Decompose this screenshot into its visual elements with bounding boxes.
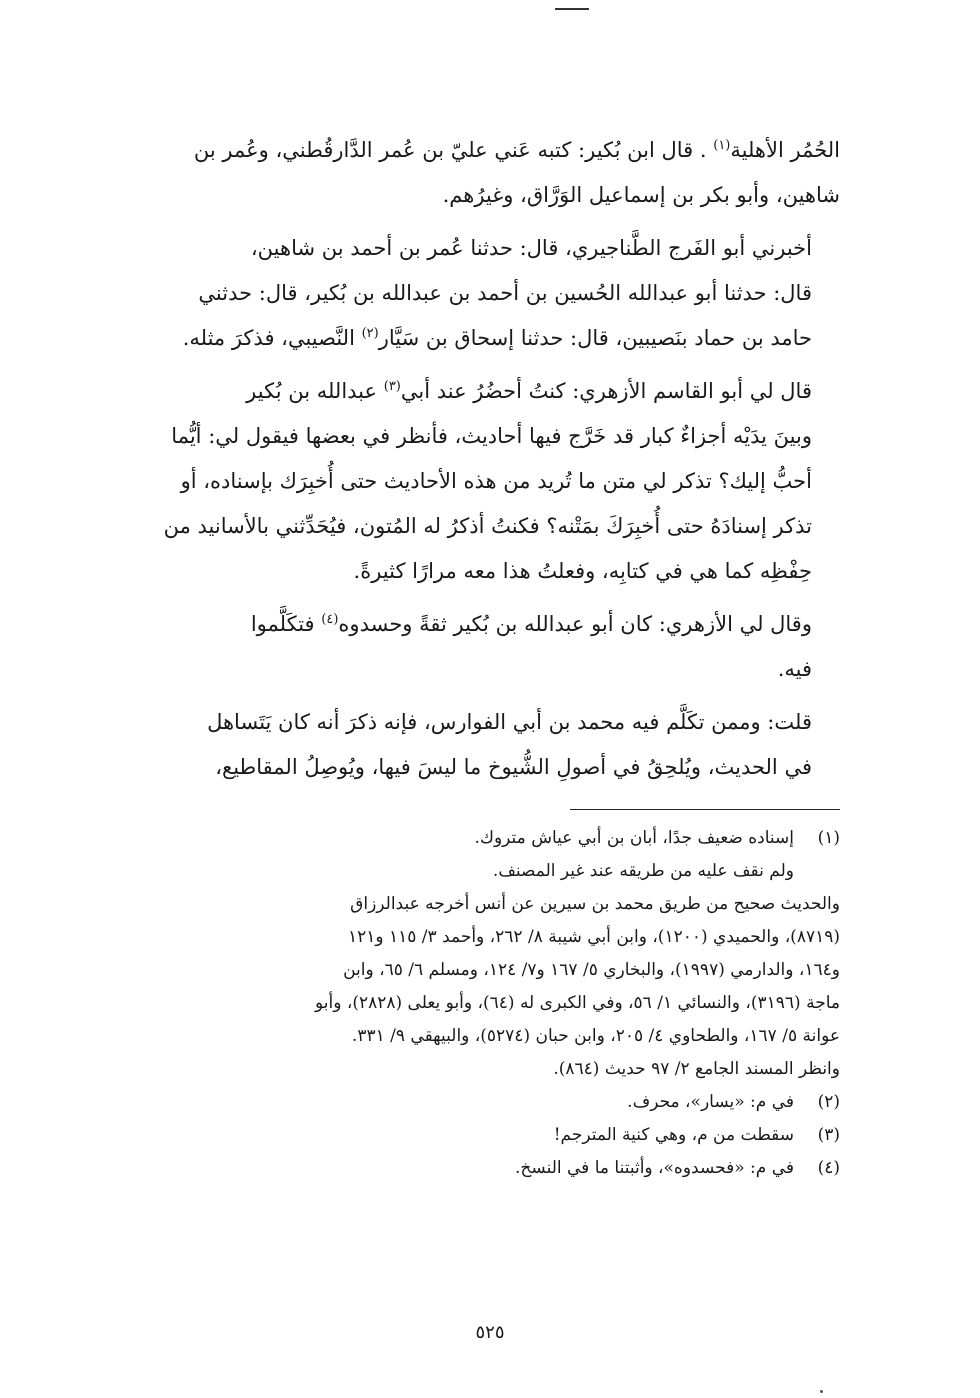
footnote-text: في م: «يسار»، محرف.	[627, 1092, 794, 1112]
text-run: فتكَلَّموا	[250, 612, 322, 636]
footnote-number: (٤)	[817, 1158, 840, 1178]
footnote-row	[140, 822, 840, 855]
text-line	[140, 316, 840, 361]
footnote-text: ولم نقف عليه من طريقه عند غير المصنف.	[492, 861, 794, 881]
text-line: فيه.	[777, 657, 812, 681]
text-line: أخبرني أبو الفَرج الطَّناجيري، قال: حدثنا عُمر بن أحمد بن شاهين،	[250, 236, 812, 260]
footnote-ref-3[interactable]: (٣)	[383, 379, 401, 394]
text-line: شاهين، وأبو بكر بن إسماعيل الوَرَّاق، وغيرُهم.	[442, 183, 840, 207]
footnote-text: في م: «فحسدوه»، وأثبتنا ما في النسخ.	[515, 1158, 794, 1178]
text-line	[140, 602, 840, 647]
footnote-number: (١)	[817, 828, 840, 848]
footnote-text: ماجة (٣١٩٦)، والنسائي ١/ ٥٦، وفي الكبرى له (٦٤)، وأبو يعلى (٢٨٢٨)، وأبو	[314, 993, 840, 1013]
footnote-ref-4[interactable]: (٤)	[321, 612, 339, 627]
text-run: حامد بن حماد بنَصيبين، قال: حدثنا إسحاق بن سَيَّار	[378, 326, 812, 350]
text-line: قلت: وممن تكَلَّم فيه محمد بن أبي الفوارس، فإنه ذكرَ أنه كان يَتَساهل	[207, 710, 812, 734]
paragraph-1	[140, 128, 840, 218]
footnote-text: و١٦٤، والدارمي (١٩٩٧)، والبخاري ٥/ ١٦٧ و٧/ ١٢٤، ومسلم ٦/ ٦٥، وابن	[343, 960, 840, 980]
page-number: ٥٢٥	[475, 1322, 505, 1343]
text-run: النَّصيبي، فذكرَ مثله.	[182, 326, 362, 350]
paragraph-3	[140, 369, 840, 594]
footnote-number: (٢)	[817, 1092, 840, 1112]
paragraph-4	[140, 602, 840, 692]
paragraph-5	[140, 700, 840, 790]
scan-speck	[820, 1390, 823, 1393]
text-line: حِفْظِه كما هي في كتابِه، وفعلتُ هذا معه مرارًا كثيرةً.	[353, 559, 812, 583]
footnote-separator	[570, 809, 840, 810]
text-run: الحُمُر الأهلية	[730, 138, 840, 162]
footnote-text: سقطت من م، وهي كنية المترجم!	[553, 1125, 794, 1145]
text-run: . قال ابن بُكير: كتبه عَني عليّ بن عُمر الدَّارقُطني، وعُمر بن	[193, 138, 714, 162]
footnote-text: (٨٧١٩)، والحميدي (١٢٠٠)، وابن أبي شيبة ٨/ ٢٦٢، وأحمد ٣/ ١١٥ و١٢١	[347, 927, 840, 947]
footnote-3	[140, 1119, 840, 1152]
text-run: قال لي أبو القاسم الأزهري: كنتُ أحضُرُ عند أبي	[400, 379, 812, 403]
footnote-text: وانظر المسند الجامع ٢/ ٩٧ حديث (٨٦٤).	[553, 1059, 840, 1079]
footnote-number: (٣)	[817, 1125, 840, 1145]
footnote-1	[140, 822, 840, 1086]
footnote-text: إسناده ضعيف جدًا، أبان بن أبي عياش متروك.	[474, 828, 794, 848]
text-line	[140, 369, 840, 414]
text-line: في الحديث، ويُلحِقُ في أصولِ الشُّيوخ ما ليسَ فيها، ويُوصِلُ المقاطيع،	[215, 755, 812, 779]
header-mark	[555, 8, 589, 10]
text-line: أحبُّ إليك؟ تذكر لي متن ما تُريد من هذه الأحاديث حتى أُخبِرَك بإسناده، أو	[180, 469, 812, 493]
footnotes	[140, 822, 840, 1185]
text-line: وبينَ يدَيْه أجزاءٌ كبار قد خَرَّج فيها أحاديث، فأنظر في بعضها فيقول لي: أيُّما	[171, 424, 812, 448]
text-line	[140, 128, 840, 173]
main-text	[140, 128, 840, 798]
footnote-ref-1[interactable]: (١)	[713, 138, 731, 153]
footnote-ref-2[interactable]: (٢)	[361, 326, 379, 341]
footnote-text: والحديث صحيح من طريق محمد بن سيرين عن أنس أخرجه عبدالرزاق	[350, 894, 840, 914]
paragraph-2	[140, 226, 840, 361]
text-run: عبدالله بن بُكير	[246, 379, 384, 403]
footnote-4	[140, 1152, 840, 1185]
text-line: قال: حدثنا أبو عبدالله الحُسين بن أحمد بن عبدالله بن بُكير، قال: حدثني	[198, 281, 812, 305]
footnote-text: عوانة ٥/ ١٦٧، والطحاوي ٤/ ٢٠٥، وابن حبان (٥٢٧٤)، والبيهقي ٩/ ٣٣١.	[351, 1026, 840, 1046]
text-line: تذكر إسنادَهُ حتى أُخبِرَكَ بمَتْنه؟ فكنتُ أذكرُ له المُتون، فيُحَدِّثني بالأسانيد من	[163, 514, 812, 538]
text-run: وقال لي الأزهري: كان أبو عبدالله بن بُكير ثقةً وحسدوه	[338, 612, 812, 636]
footnote-2	[140, 1086, 840, 1119]
